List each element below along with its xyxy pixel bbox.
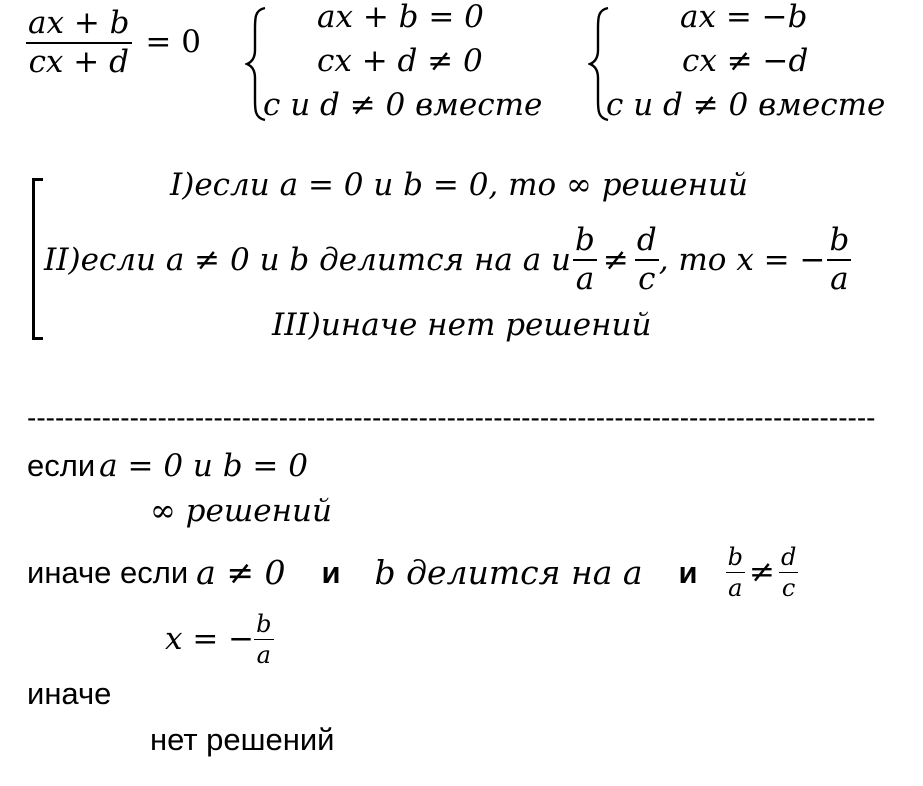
algo-and-1: и [321, 554, 341, 590]
algo-line-4 [165, 603, 274, 675]
fraction-denominator: a [830, 261, 849, 297]
square-bracket-icon [32, 178, 43, 340]
fraction-denominator: c [781, 573, 796, 602]
algo-line-6: нет решений [150, 722, 335, 757]
fraction-denominator: a [256, 640, 271, 669]
algo-condition-a: a ≠ 0 [196, 552, 286, 592]
case-2 [44, 215, 851, 305]
system-1-row-1: ax + b = 0 [317, 0, 484, 35]
fraction-numerator: b [829, 222, 850, 258]
system-2-row-2: cx ≠ −d [682, 43, 809, 79]
algo-line-3 [27, 533, 798, 611]
algo-line-1 [27, 450, 308, 482]
case-1: I)если a = 0 и b = 0, то ∞ решений [170, 167, 748, 203]
fraction-numerator: ax + b [28, 5, 130, 41]
algo-and-2: и [678, 554, 698, 590]
system-1-row-2: cx + d ≠ 0 [317, 43, 483, 79]
fraction-numerator: d [780, 542, 797, 571]
equation-rhs: = 0 [145, 23, 201, 60]
fraction-bar [254, 639, 273, 640]
algo-neq-sign: ≠ [748, 553, 775, 590]
system-2-row-3: c и d ≠ 0 вместе [606, 87, 886, 123]
fraction-denominator: c [638, 261, 656, 297]
algo-result-lhs: x = − [165, 620, 255, 657]
fraction-bar [779, 572, 798, 573]
main-equation [26, 5, 201, 80]
system-1 [245, 0, 565, 130]
algo-fraction-b-a [726, 542, 745, 602]
fraction-denominator: a [728, 573, 743, 602]
system-1-row-3: c и d ≠ 0 вместе [263, 87, 543, 123]
fraction-denominator: cx + d [28, 44, 129, 80]
fraction-numerator: b [727, 542, 743, 571]
algo-line-5: иначе [27, 676, 112, 711]
algo-condition-b: b делится на a [374, 552, 643, 592]
case-3: III)иначе нет решений [272, 307, 652, 343]
divider-line: ------------------------------------------------------------------------------------------- [27, 404, 876, 432]
case-2-fraction-result [827, 222, 851, 297]
case-2-fraction-b-a [573, 222, 597, 297]
algo-fraction-d-c [779, 542, 798, 602]
case-2-then: , то x = − [658, 241, 826, 278]
system-2-row-1: ax = −b [680, 0, 808, 35]
fraction-numerator: d [636, 222, 657, 258]
fraction-numerator: b [575, 222, 595, 258]
fraction-numerator: b [256, 609, 272, 638]
fraction-denominator: a [575, 261, 595, 297]
algo-line-2: ∞ решений [150, 493, 332, 529]
neq-sign: ≠ [602, 241, 629, 278]
algo-result-fraction [254, 609, 273, 669]
case-2-text: II)если a ≠ 0 и b делится на a и [44, 241, 571, 278]
fraction-bar [726, 572, 745, 573]
system-2 [588, 0, 918, 130]
algo-else-if-word: иначе если [27, 554, 189, 590]
algo-condition-1: a = 0 и b = 0 [99, 448, 308, 484]
case-2-fraction-d-c [635, 222, 659, 297]
main-fraction [26, 5, 132, 80]
algo-if-word: если [27, 448, 96, 483]
